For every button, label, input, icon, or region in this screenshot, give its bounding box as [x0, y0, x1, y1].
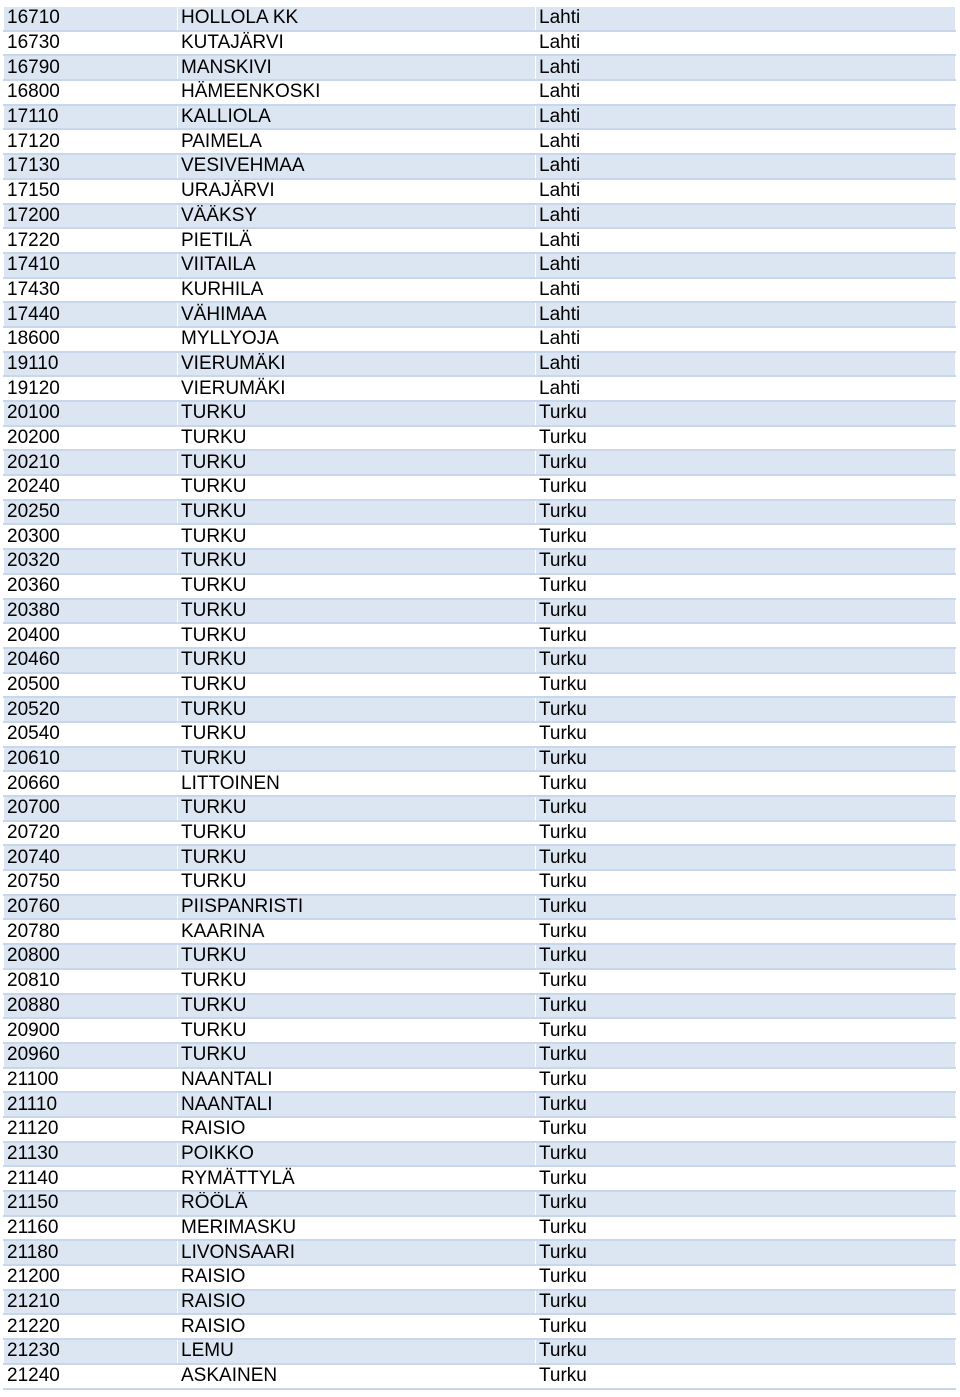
region-cell: Turku [536, 426, 956, 451]
locality-name-cell: TURKU [178, 821, 536, 846]
table-body [4, 7, 956, 1389]
postal-code-table [3, 6, 956, 1390]
table-row [4, 821, 956, 846]
postal-code-cell: 21100 [4, 1068, 178, 1093]
locality-name-cell: TURKU [178, 796, 536, 821]
locality-name-cell: HOLLOLA KK [178, 7, 536, 31]
region-cell: Turku [536, 1117, 956, 1142]
postal-code-cell: 19110 [4, 352, 178, 377]
locality-name-cell: LEMU [178, 1339, 536, 1364]
locality-name-cell: PIISPANRISTI [178, 895, 536, 920]
locality-name-cell: TURKU [178, 450, 536, 475]
table-row [4, 574, 956, 599]
region-cell: Turku [536, 796, 956, 821]
table-row [4, 1240, 956, 1265]
table-row [4, 1265, 956, 1290]
postal-code-cell: 17110 [4, 105, 178, 130]
region-cell: Turku [536, 1142, 956, 1167]
postal-code-cell: 20320 [4, 549, 178, 574]
postal-code-cell: 21150 [4, 1191, 178, 1216]
table-row [4, 796, 956, 821]
locality-name-cell: TURKU [178, 1018, 536, 1043]
locality-name-cell: TURKU [178, 401, 536, 426]
table-row [4, 376, 956, 401]
postal-code-cell: 16710 [4, 7, 178, 31]
postal-code-cell: 21230 [4, 1339, 178, 1364]
postal-code-cell: 20760 [4, 895, 178, 920]
postal-code-cell: 16800 [4, 80, 178, 105]
table-row [4, 1166, 956, 1191]
locality-name-cell: MYLLYOJA [178, 327, 536, 352]
region-cell: Lahti [536, 7, 956, 31]
region-cell: Turku [536, 549, 956, 574]
postal-code-cell: 21200 [4, 1265, 178, 1290]
region-cell: Lahti [536, 376, 956, 401]
postal-code-cell: 21240 [4, 1364, 178, 1389]
table-row [4, 80, 956, 105]
table-row [4, 1068, 956, 1093]
postal-code-cell: 17200 [4, 204, 178, 229]
postal-code-cell: 16730 [4, 31, 178, 56]
locality-name-cell: KURHILA [178, 278, 536, 303]
locality-name-cell: RÖÖLÄ [178, 1191, 536, 1216]
postal-code-cell: 20800 [4, 944, 178, 969]
region-cell: Turku [536, 771, 956, 796]
locality-name-cell: PAIMELA [178, 129, 536, 154]
table-row [4, 228, 956, 253]
region-cell: Turku [536, 1166, 956, 1191]
region-cell: Turku [536, 722, 956, 747]
locality-name-cell: KAARINA [178, 919, 536, 944]
locality-name-cell: VÄÄKSY [178, 204, 536, 229]
region-cell: Turku [536, 821, 956, 846]
table-row [4, 623, 956, 648]
postal-code-cell: 17150 [4, 179, 178, 204]
region-cell: Turku [536, 747, 956, 772]
postal-code-cell: 20810 [4, 969, 178, 994]
locality-name-cell: TURKU [178, 944, 536, 969]
region-cell: Lahti [536, 55, 956, 80]
postal-code-cell: 20200 [4, 426, 178, 451]
postal-code-cell: 20960 [4, 1043, 178, 1068]
table-row [4, 1314, 956, 1339]
locality-name-cell: KALLIOLA [178, 105, 536, 130]
table-row [4, 179, 956, 204]
postal-code-cell: 21210 [4, 1290, 178, 1315]
locality-name-cell: NAANTALI [178, 1068, 536, 1093]
locality-name-cell: POIKKO [178, 1142, 536, 1167]
region-cell: Lahti [536, 228, 956, 253]
postal-code-cell: 20660 [4, 771, 178, 796]
postal-code-cell: 21130 [4, 1142, 178, 1167]
postal-code-cell: 20900 [4, 1018, 178, 1043]
table-row [4, 1117, 956, 1142]
region-cell: Turku [536, 1290, 956, 1315]
region-cell: Lahti [536, 129, 956, 154]
table-row [4, 994, 956, 1019]
table-row [4, 154, 956, 179]
table-row [4, 204, 956, 229]
locality-name-cell: TURKU [178, 648, 536, 673]
table-row [4, 302, 956, 327]
locality-name-cell: NAANTALI [178, 1092, 536, 1117]
locality-name-cell: MERIMASKU [178, 1216, 536, 1241]
table-row [4, 969, 956, 994]
table-row [4, 524, 956, 549]
table-row [4, 1339, 956, 1364]
locality-name-cell: TURKU [178, 994, 536, 1019]
region-cell: Turku [536, 1191, 956, 1216]
region-cell: Turku [536, 994, 956, 1019]
locality-name-cell: TURKU [178, 722, 536, 747]
table-row [4, 278, 956, 303]
region-cell: Turku [536, 969, 956, 994]
region-cell: Turku [536, 524, 956, 549]
locality-name-cell: LITTOINEN [178, 771, 536, 796]
locality-name-cell: PIETILÄ [178, 228, 536, 253]
postal-code-cell: 20880 [4, 994, 178, 1019]
table-row [4, 599, 956, 624]
table-row [4, 722, 956, 747]
region-cell: Turku [536, 1364, 956, 1389]
locality-name-cell: LIVONSAARI [178, 1240, 536, 1265]
table-row [4, 352, 956, 377]
region-cell: Turku [536, 450, 956, 475]
locality-name-cell: TURKU [178, 845, 536, 870]
region-cell: Lahti [536, 327, 956, 352]
locality-name-cell: TURKU [178, 697, 536, 722]
locality-name-cell: TURKU [178, 549, 536, 574]
postal-code-cell: 20540 [4, 722, 178, 747]
locality-name-cell: TURKU [178, 599, 536, 624]
region-cell: Turku [536, 401, 956, 426]
table-row [4, 771, 956, 796]
locality-name-cell: VIERUMÄKI [178, 376, 536, 401]
postal-code-cell: 20740 [4, 845, 178, 870]
table-row [4, 845, 956, 870]
postal-code-cell: 20700 [4, 796, 178, 821]
table-row [4, 697, 956, 722]
postal-code-cell: 21140 [4, 1166, 178, 1191]
table-row [4, 7, 956, 31]
postal-code-cell: 19120 [4, 376, 178, 401]
table-row [4, 1364, 956, 1389]
locality-name-cell: RYMÄTTYLÄ [178, 1166, 536, 1191]
table-row [4, 870, 956, 895]
postal-code-cell: 20250 [4, 500, 178, 525]
region-cell: Turku [536, 574, 956, 599]
table-row [4, 401, 956, 426]
region-cell: Turku [536, 1043, 956, 1068]
postal-code-cell: 20210 [4, 450, 178, 475]
locality-name-cell: TURKU [178, 1043, 536, 1068]
table-row [4, 919, 956, 944]
table-row [4, 31, 956, 56]
postal-code-cell: 20750 [4, 870, 178, 895]
table-row [4, 327, 956, 352]
postal-code-cell: 20240 [4, 475, 178, 500]
table-row [4, 944, 956, 969]
postal-code-cell: 21160 [4, 1216, 178, 1241]
region-cell: Turku [536, 1265, 956, 1290]
table-row [4, 500, 956, 525]
postal-code-cell: 20780 [4, 919, 178, 944]
region-cell: Lahti [536, 154, 956, 179]
region-cell: Turku [536, 1018, 956, 1043]
postal-code-cell: 20380 [4, 599, 178, 624]
region-cell: Lahti [536, 278, 956, 303]
region-cell: Turku [536, 1240, 956, 1265]
postal-code-cell: 21110 [4, 1092, 178, 1117]
region-cell: Turku [536, 623, 956, 648]
table-row [4, 747, 956, 772]
postal-code-cell: 20610 [4, 747, 178, 772]
locality-name-cell: RAISIO [178, 1265, 536, 1290]
postal-code-cell: 17120 [4, 129, 178, 154]
postal-code-cell: 17410 [4, 253, 178, 278]
table-row [4, 549, 956, 574]
table-row [4, 105, 956, 130]
locality-name-cell: TURKU [178, 574, 536, 599]
region-cell: Turku [536, 1339, 956, 1364]
locality-name-cell: TURKU [178, 475, 536, 500]
region-cell: Lahti [536, 80, 956, 105]
table-row [4, 1142, 956, 1167]
region-cell: Lahti [536, 253, 956, 278]
postal-code-cell: 21220 [4, 1314, 178, 1339]
postal-code-cell: 17430 [4, 278, 178, 303]
region-cell: Turku [536, 944, 956, 969]
postal-code-cell: 21120 [4, 1117, 178, 1142]
region-cell: Turku [536, 475, 956, 500]
table-row [4, 253, 956, 278]
table-row [4, 426, 956, 451]
region-cell: Turku [536, 870, 956, 895]
locality-name-cell: TURKU [178, 623, 536, 648]
locality-name-cell: TURKU [178, 969, 536, 994]
region-cell: Turku [536, 895, 956, 920]
postal-code-cell: 20460 [4, 648, 178, 673]
table-row [4, 1216, 956, 1241]
postal-code-cell: 20400 [4, 623, 178, 648]
region-cell: Turku [536, 1068, 956, 1093]
table-row [4, 1290, 956, 1315]
region-cell: Turku [536, 500, 956, 525]
locality-name-cell: VÄHIMAA [178, 302, 536, 327]
postal-code-cell: 20100 [4, 401, 178, 426]
locality-name-cell: MANSKIVI [178, 55, 536, 80]
postal-code-cell: 20500 [4, 673, 178, 698]
postal-code-cell: 17130 [4, 154, 178, 179]
region-cell: Turku [536, 648, 956, 673]
region-cell: Lahti [536, 352, 956, 377]
postal-code-cell: 20300 [4, 524, 178, 549]
postal-code-cell: 16790 [4, 55, 178, 80]
locality-name-cell: TURKU [178, 673, 536, 698]
locality-name-cell: VIERUMÄKI [178, 352, 536, 377]
locality-name-cell: TURKU [178, 524, 536, 549]
postal-code-cell: 17220 [4, 228, 178, 253]
locality-name-cell: VESIVEHMAA [178, 154, 536, 179]
postal-code-cell: 20360 [4, 574, 178, 599]
locality-name-cell: HÄMEENKOSKI [178, 80, 536, 105]
locality-name-cell: RAISIO [178, 1290, 536, 1315]
locality-name-cell: TURKU [178, 426, 536, 451]
region-cell: Turku [536, 599, 956, 624]
postal-code-cell: 20520 [4, 697, 178, 722]
locality-name-cell: TURKU [178, 500, 536, 525]
locality-name-cell: TURKU [178, 870, 536, 895]
postal-code-cell: 17440 [4, 302, 178, 327]
region-cell: Lahti [536, 31, 956, 56]
region-cell: Lahti [536, 179, 956, 204]
locality-name-cell: URAJÄRVI [178, 179, 536, 204]
locality-name-cell: RAISIO [178, 1314, 536, 1339]
locality-name-cell: TURKU [178, 747, 536, 772]
table-row [4, 1043, 956, 1068]
table-row [4, 1191, 956, 1216]
postal-code-cell: 21180 [4, 1240, 178, 1265]
locality-name-cell: RAISIO [178, 1117, 536, 1142]
region-cell: Turku [536, 1092, 956, 1117]
region-cell: Turku [536, 1314, 956, 1339]
table-row [4, 648, 956, 673]
table-row [4, 895, 956, 920]
table-row [4, 129, 956, 154]
table-row [4, 1092, 956, 1117]
table-row [4, 673, 956, 698]
region-cell: Turku [536, 845, 956, 870]
table-row [4, 475, 956, 500]
region-cell: Turku [536, 697, 956, 722]
locality-name-cell: KUTAJÄRVI [178, 31, 536, 56]
region-cell: Turku [536, 919, 956, 944]
region-cell: Lahti [536, 204, 956, 229]
region-cell: Lahti [536, 302, 956, 327]
region-cell: Turku [536, 1216, 956, 1241]
postal-code-cell: 20720 [4, 821, 178, 846]
locality-name-cell: VIITAILA [178, 253, 536, 278]
region-cell: Turku [536, 673, 956, 698]
table-row [4, 1018, 956, 1043]
table-row [4, 55, 956, 80]
table-row [4, 450, 956, 475]
locality-name-cell: ASKAINEN [178, 1364, 536, 1389]
region-cell: Lahti [536, 105, 956, 130]
postal-code-cell: 18600 [4, 327, 178, 352]
